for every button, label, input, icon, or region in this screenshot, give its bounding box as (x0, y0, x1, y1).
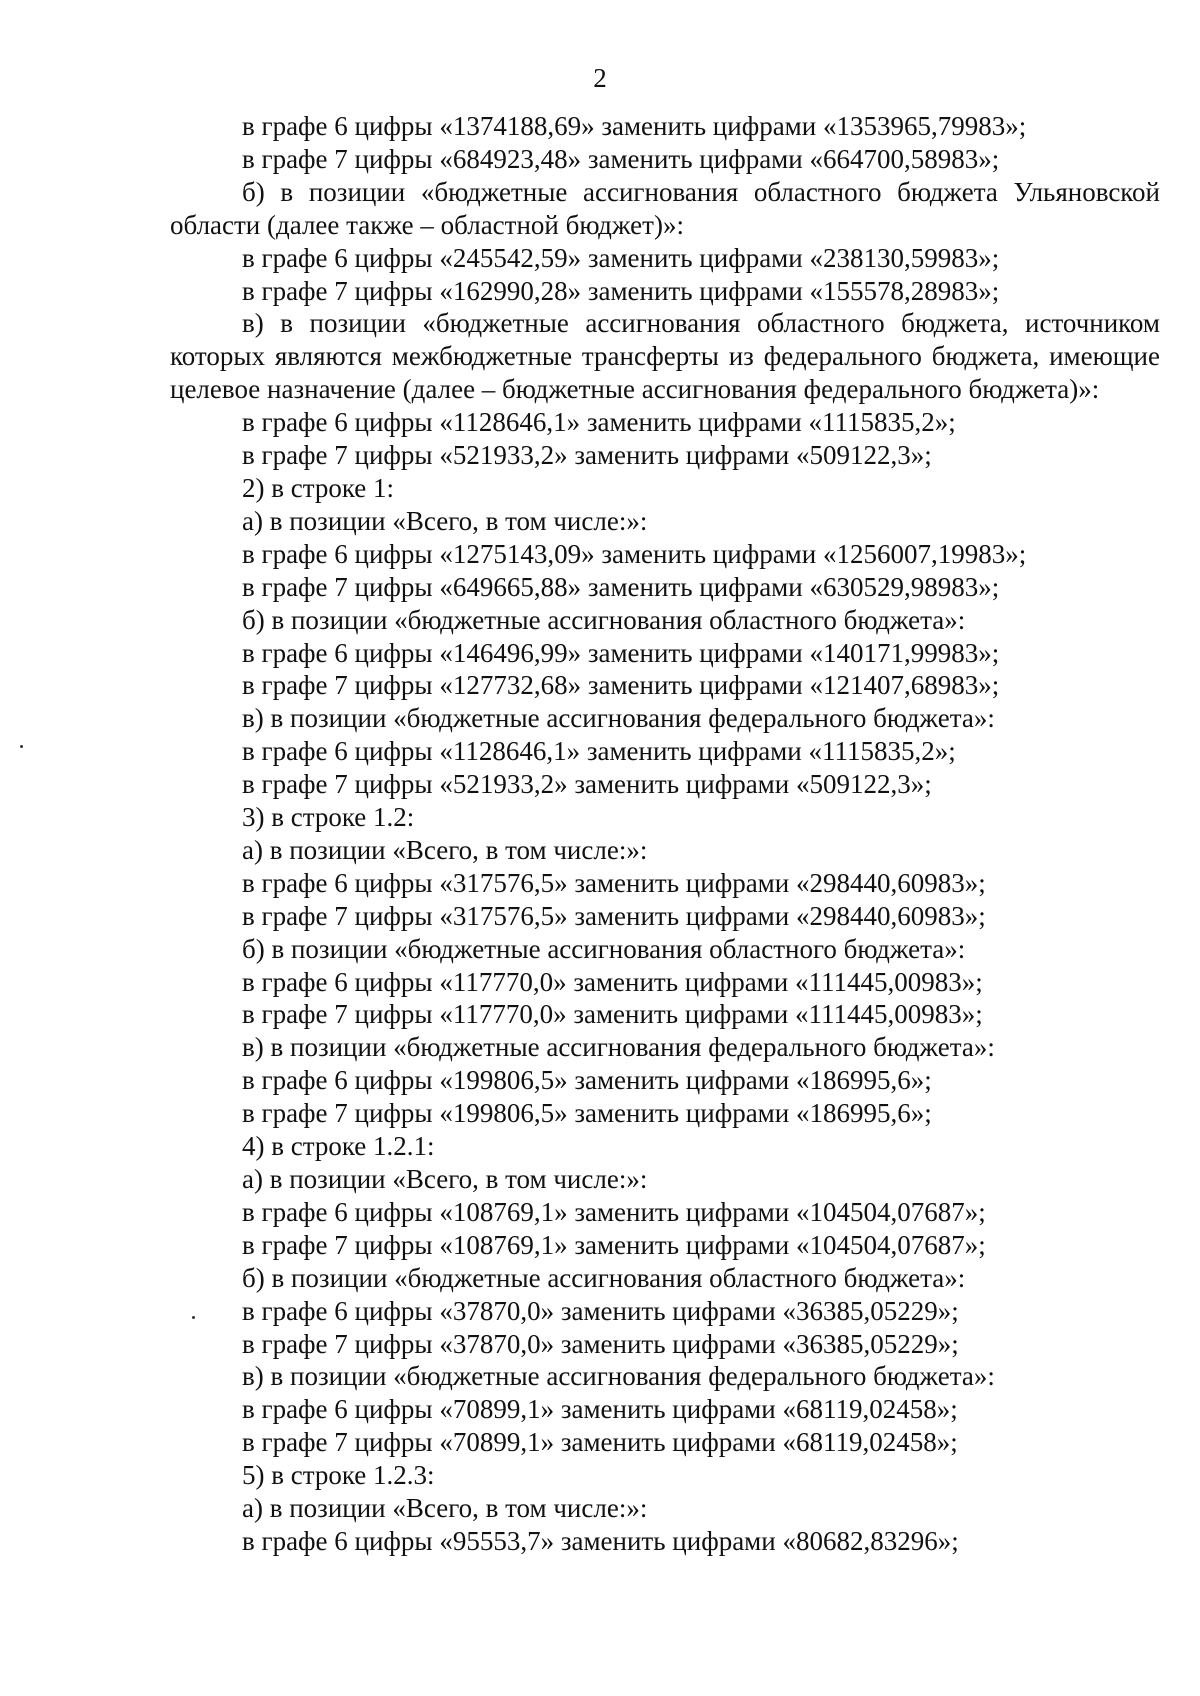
paragraph: б) в позиции «бюджетные ассигнования областного бюджета»: (242, 604, 966, 635)
paragraph: в графе 7 цифры «162990,28» заменить цифрами «155578,28983»; (242, 275, 1000, 306)
paragraph: 2) в строке 1: (242, 472, 395, 503)
paragraph: в графе 6 цифры «70899,1» заменить цифрами «68119,02458»; (242, 1394, 958, 1425)
paragraph: в графе 7 цифры «521933,2» заменить цифрами «509122,3»; (242, 440, 932, 471)
paragraph: б) в позиции «бюджетные ассигнования областного бюджета Ульяновской области (далее также – областной бюджет)»: (170, 176, 1160, 240)
paragraph: в графе 6 цифры «1128646,1» заменить цифрами «1115835,2»; (242, 736, 956, 767)
paragraph: в графе 7 цифры «108769,1» заменить цифрами «104504,07687»; (242, 1229, 986, 1260)
paragraph: в) в позиции «бюджетные ассигнования федерального бюджета»: (242, 703, 995, 734)
paragraph: б) в позиции «бюджетные ассигнования областного бюджета»: (242, 1262, 966, 1293)
paragraph: в графе 6 цифры «1128646,1» заменить цифрами «1115835,2»; (242, 407, 956, 438)
paragraph: 5) в строке 1.2.3: (242, 1460, 435, 1491)
paragraph: в графе 7 цифры «684923,48» заменить цифрами «664700,58983»; (242, 143, 1000, 174)
page-number: 2 (593, 63, 607, 93)
paragraph: в графе 6 цифры «117770,0» заменить цифрами «111445,00983»; (242, 966, 983, 997)
scan-speck (20, 745, 23, 748)
paragraph: в графе 6 цифры «199806,5» заменить цифрами «186995,6»; (242, 1065, 932, 1096)
paragraph: в графе 7 цифры «127732,68» заменить цифрами «121407,68983»; (242, 670, 1000, 701)
paragraph: а) в позиции «Всего, в том числе:»: (242, 834, 648, 865)
paragraph: в графе 6 цифры «95553,7» заменить цифрами «80682,83296»; (242, 1525, 959, 1556)
paragraph: в) в позиции «бюджетные ассигнования федерального бюджета»: (242, 1361, 995, 1392)
paragraph: в графе 6 цифры «146496,99» заменить цифрами «140171,99983»; (242, 637, 1000, 668)
paragraph: в графе 6 цифры «317576,5» заменить цифрами «298440,60983»; (242, 867, 986, 898)
paragraph: в графе 7 цифры «649665,88» заменить цифрами «630529,98983»; (242, 571, 1000, 602)
paragraph: 3) в строке 1.2: (242, 802, 415, 833)
paragraph: в) в позиции «бюджетные ассигнования федерального бюджета»: (242, 1032, 995, 1063)
paragraph: в графе 6 цифры «1374188,69» заменить цифрами «1353965,79983»; (242, 111, 1027, 141)
document-body (170, 110, 1160, 1558)
paragraph: в графе 7 цифры «521933,2» заменить цифрами «509122,3»; (242, 769, 932, 800)
paragraph: б) в позиции «бюджетные ассигнования областного бюджета»: (242, 933, 966, 964)
scan-speck (192, 1316, 195, 1319)
paragraph: в графе 7 цифры «317576,5» заменить цифрами «298440,60983»; (242, 900, 986, 931)
paragraph: в) в позиции «бюджетные ассигнования областного бюджета, источником которых являются межбюджетные трансферты из федерального бюджета, имеющие целевое назначение (далее – бюджетные ассигнования федерального бюджета)»: (170, 308, 1160, 405)
paragraph: в графе 6 цифры «245542,59» заменить цифрами «238130,59983»; (242, 242, 1000, 273)
paragraph: в графе 7 цифры «70899,1» заменить цифрами «68119,02458»; (242, 1427, 958, 1458)
paragraph: в графе 6 цифры «37870,0» заменить цифрами «36385,05229»; (242, 1295, 959, 1326)
paragraph: а) в позиции «Всего, в том числе:»: (242, 1493, 648, 1524)
paragraph: в графе 7 цифры «37870,0» заменить цифрами «36385,05229»; (242, 1328, 959, 1359)
paragraph: а) в позиции «Всего, в том числе:»: (242, 505, 648, 536)
paragraph: в графе 6 цифры «1275143,09» заменить цифрами «1256007,19983»; (242, 538, 1027, 569)
paragraph: а) в позиции «Всего, в том числе:»: (242, 1164, 648, 1194)
paragraph: в графе 7 цифры «199806,5» заменить цифрами «186995,6»; (242, 1098, 932, 1129)
paragraph: в графе 7 цифры «117770,0» заменить цифрами «111445,00983»; (242, 999, 983, 1030)
paragraph: в графе 6 цифры «108769,1» заменить цифрами «104504,07687»; (242, 1196, 986, 1227)
paragraph: 4) в строке 1.2.1: (242, 1131, 435, 1162)
